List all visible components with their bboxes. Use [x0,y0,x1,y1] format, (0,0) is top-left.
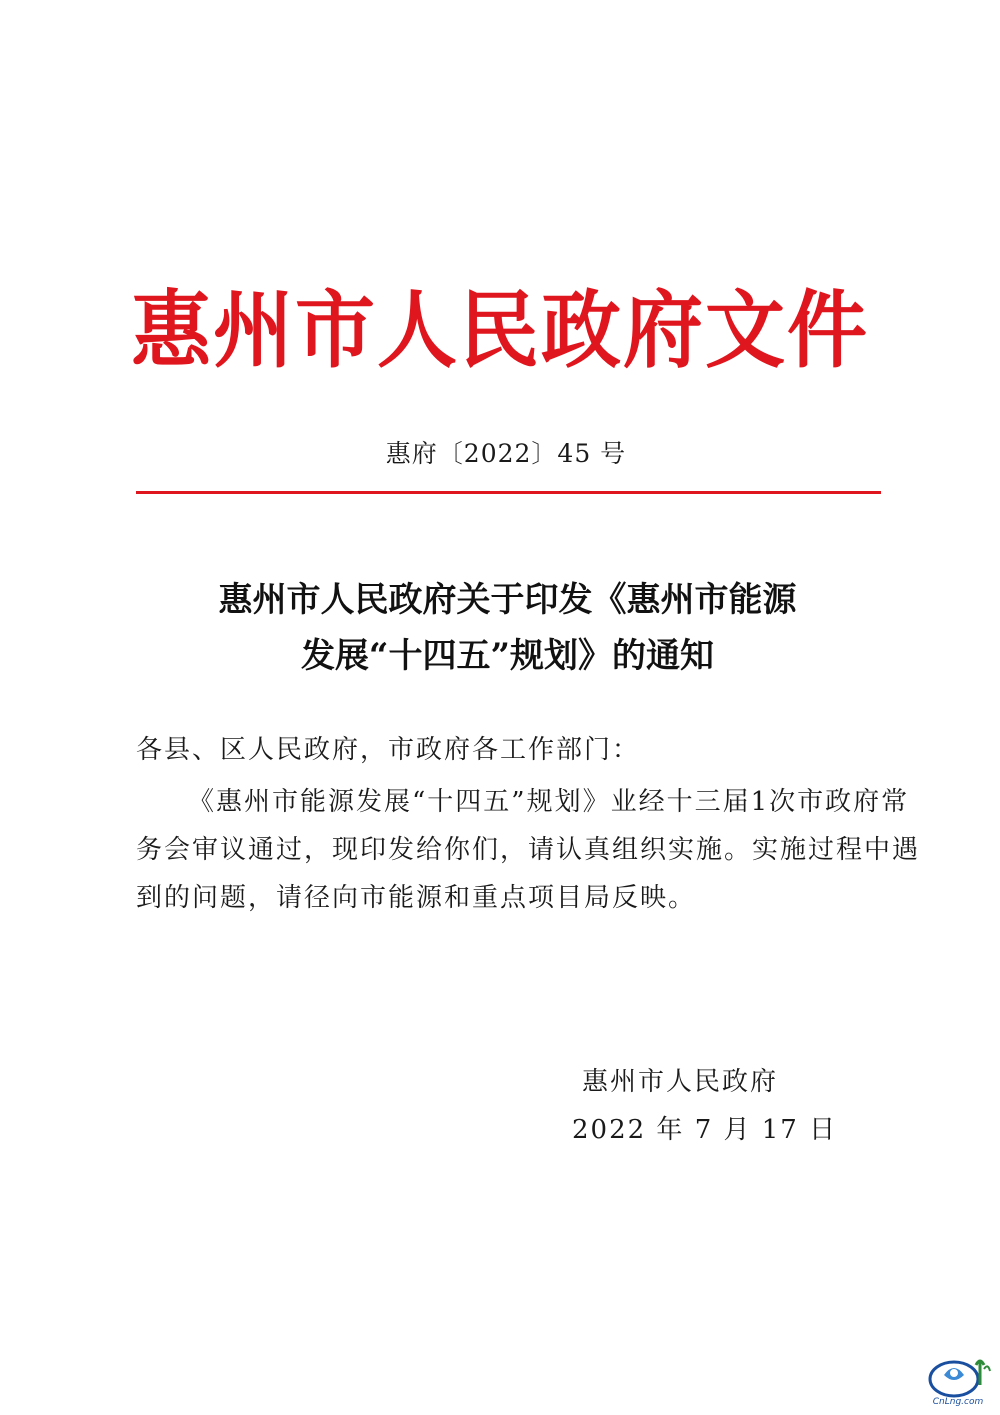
notice-title-line-2: 发展“十四五”规划》的通知 [300,636,715,676]
body-paragraph [136,778,921,922]
salutation: 各县、区人民政府，市政府各工作部门： [136,735,641,765]
notice-title [120,572,895,684]
body-line-2: 务会审议通过，现印发给你们，请认真组织实施。实施过程中遇 [136,835,921,865]
masthead-title: 惠州市人民政府文件 [131,280,869,380]
red-divider-line [136,491,881,494]
watermark-text: CnLng.com [932,1397,984,1407]
body-line-1: 《惠州市能源发展“十四五”规划》业经十三届1次市政府常 [188,787,910,817]
logo-icon [924,1355,992,1399]
document-number: 惠府〔2022〕45 号 [385,439,627,468]
body-line-3: 到的问题，请径向市能源和重点项目局反映。 [136,883,697,913]
watermark-logo [924,1355,992,1409]
signature-block [572,1058,838,1154]
notice-title-line-1: 惠州市人民政府关于印发《惠州市能源 [218,580,797,620]
signature-org: 惠州市人民政府 [582,1067,779,1097]
signature-date: 2022 年 7 月 17 日 [572,1115,838,1145]
